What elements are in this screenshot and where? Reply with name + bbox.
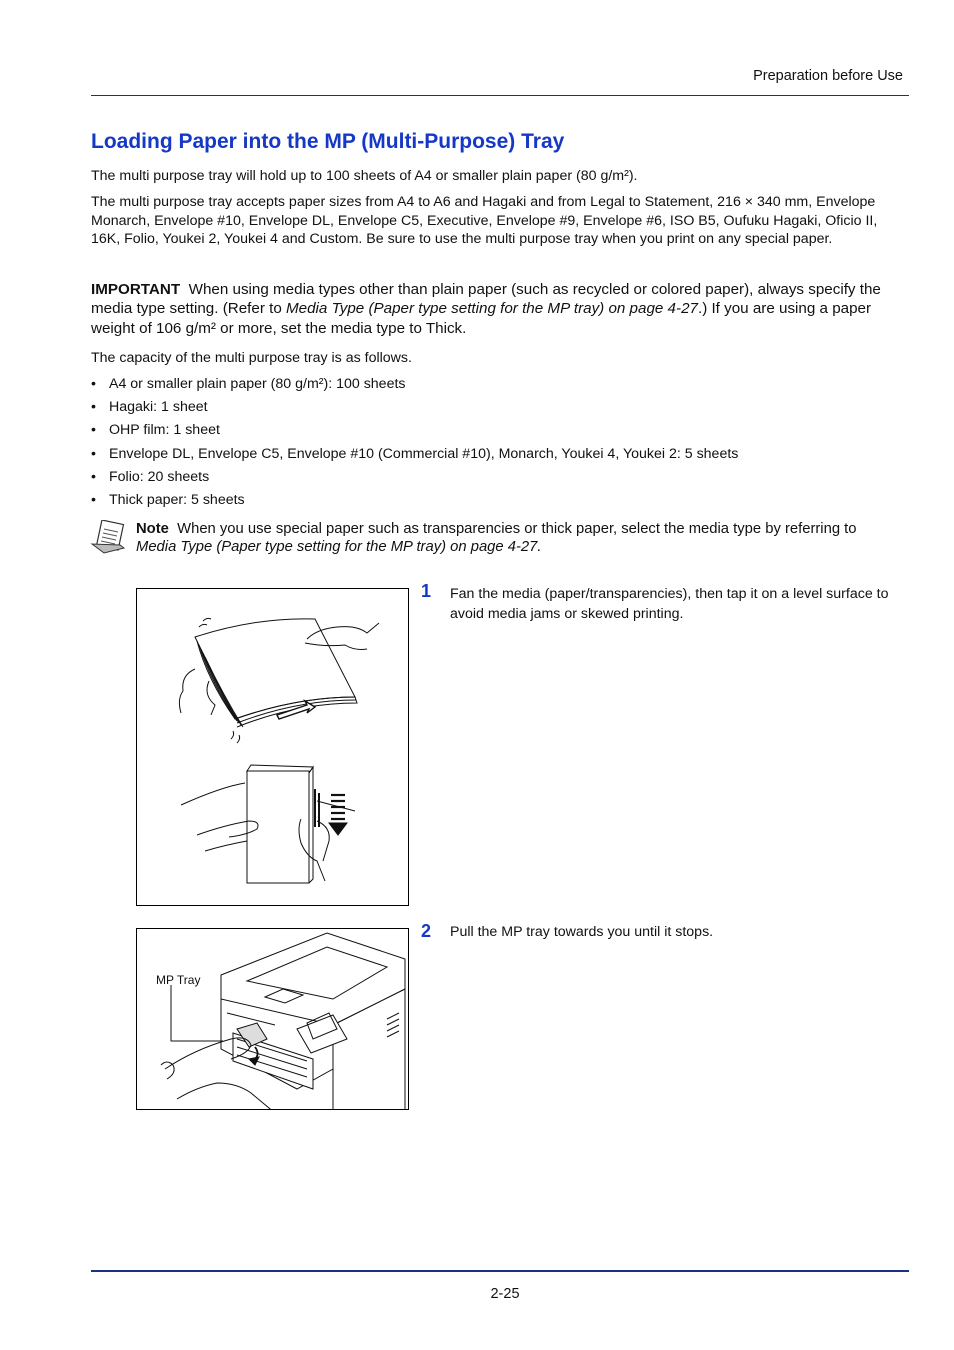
list-item-text: A4 or smaller plain paper (80 g/m²): 100 sheets [109, 376, 406, 392]
important-block [91, 280, 909, 338]
list-item-text: Hagaki: 1 sheet [109, 399, 208, 416]
bullet: • [91, 422, 96, 439]
list-item-text: Thick paper: 5 sheets [109, 491, 245, 508]
capacity-list [91, 375, 738, 514]
bullet: • [91, 376, 96, 392]
capacity-intro: The capacity of the multi purpose tray is as follows. [91, 350, 412, 366]
note-reference: Media Type (Paper type setting for the MP tray) on page 4-27. [136, 539, 542, 556]
list-item-text: Folio: 20 sheets [109, 468, 210, 485]
list-item [91, 445, 738, 468]
note-label: Note [136, 521, 169, 537]
paper-sizes-paragraph: The multi purpose tray accepts paper sizes from A4 to A6 and Hagaki and from Legal to Statement, 216 × 340 mm, Envelope Monarch, Envelope #10, Envelope DL, Envelope C5, Executive, Envelope #9, Envelope #6, ISO B5, Oufuku Hagaki, Oficio II, 16K, Folio, Youkei 2, Youkei 4 and Custom. Be sure to use the multi purpose tray when you print on any special paper. [91, 194, 878, 248]
header-rule [91, 95, 909, 96]
bullet: • [91, 399, 96, 416]
step-1-text: Fan the media (paper/transparencies), then tap it on a level surface to avoid media jams or skewed printing. [450, 586, 889, 622]
fan-paper-illustration [137, 589, 408, 905]
important-label: IMPORTANT [91, 281, 181, 298]
bullet: • [91, 491, 96, 508]
figure-fan-paper [136, 588, 409, 906]
printer-illustration [137, 929, 408, 1109]
list-item [91, 398, 738, 421]
bullet: • [91, 468, 96, 485]
list-item [91, 421, 738, 444]
figure-pull-mp-tray [136, 928, 409, 1110]
important-reference: Media Type (Paper type setting for the MP tray) on page 4-27 [286, 300, 698, 318]
list-item [91, 375, 738, 398]
step-1-number: 1 [421, 581, 432, 601]
note-text: When you use special paper such as transparencies or thick paper, select the media type by referring to [177, 521, 857, 537]
important-text-after: .) If you are using a paper weight of 106 g/m² or more, set the media type to Thick. [91, 300, 872, 337]
intro-paragraph: The multi purpose tray will hold up to 100 sheets of A4 or smaller plain paper (80 g/m²). [91, 168, 638, 184]
list-item-text: OHP film: 1 sheet [109, 422, 220, 439]
header-section: Preparation before Use [753, 68, 903, 84]
step-2-text: Pull the MP tray towards you until it stops. [450, 924, 714, 940]
list-item [91, 468, 738, 491]
bullet: • [91, 445, 96, 462]
list-item [91, 491, 738, 514]
note-icon [90, 520, 128, 554]
important-text-before: When using media types other than plain paper (such as recycled or colored paper), always specify the media type setting. (Refer to [91, 281, 881, 318]
page-number: 2-25 [490, 1286, 520, 1302]
footer-rule [91, 1270, 909, 1272]
list-item-text: Envelope DL, Envelope C5, Envelope #10 (Commercial #10), Monarch, Youkei 4, Youkei 2: 5 sheets [109, 445, 739, 462]
step-2-number: 2 [421, 921, 432, 941]
mp-tray-label: MP Tray [156, 973, 201, 987]
page-title: Loading Paper into the MP (Multi-Purpose) Tray [91, 130, 565, 153]
note-block [136, 520, 906, 557]
